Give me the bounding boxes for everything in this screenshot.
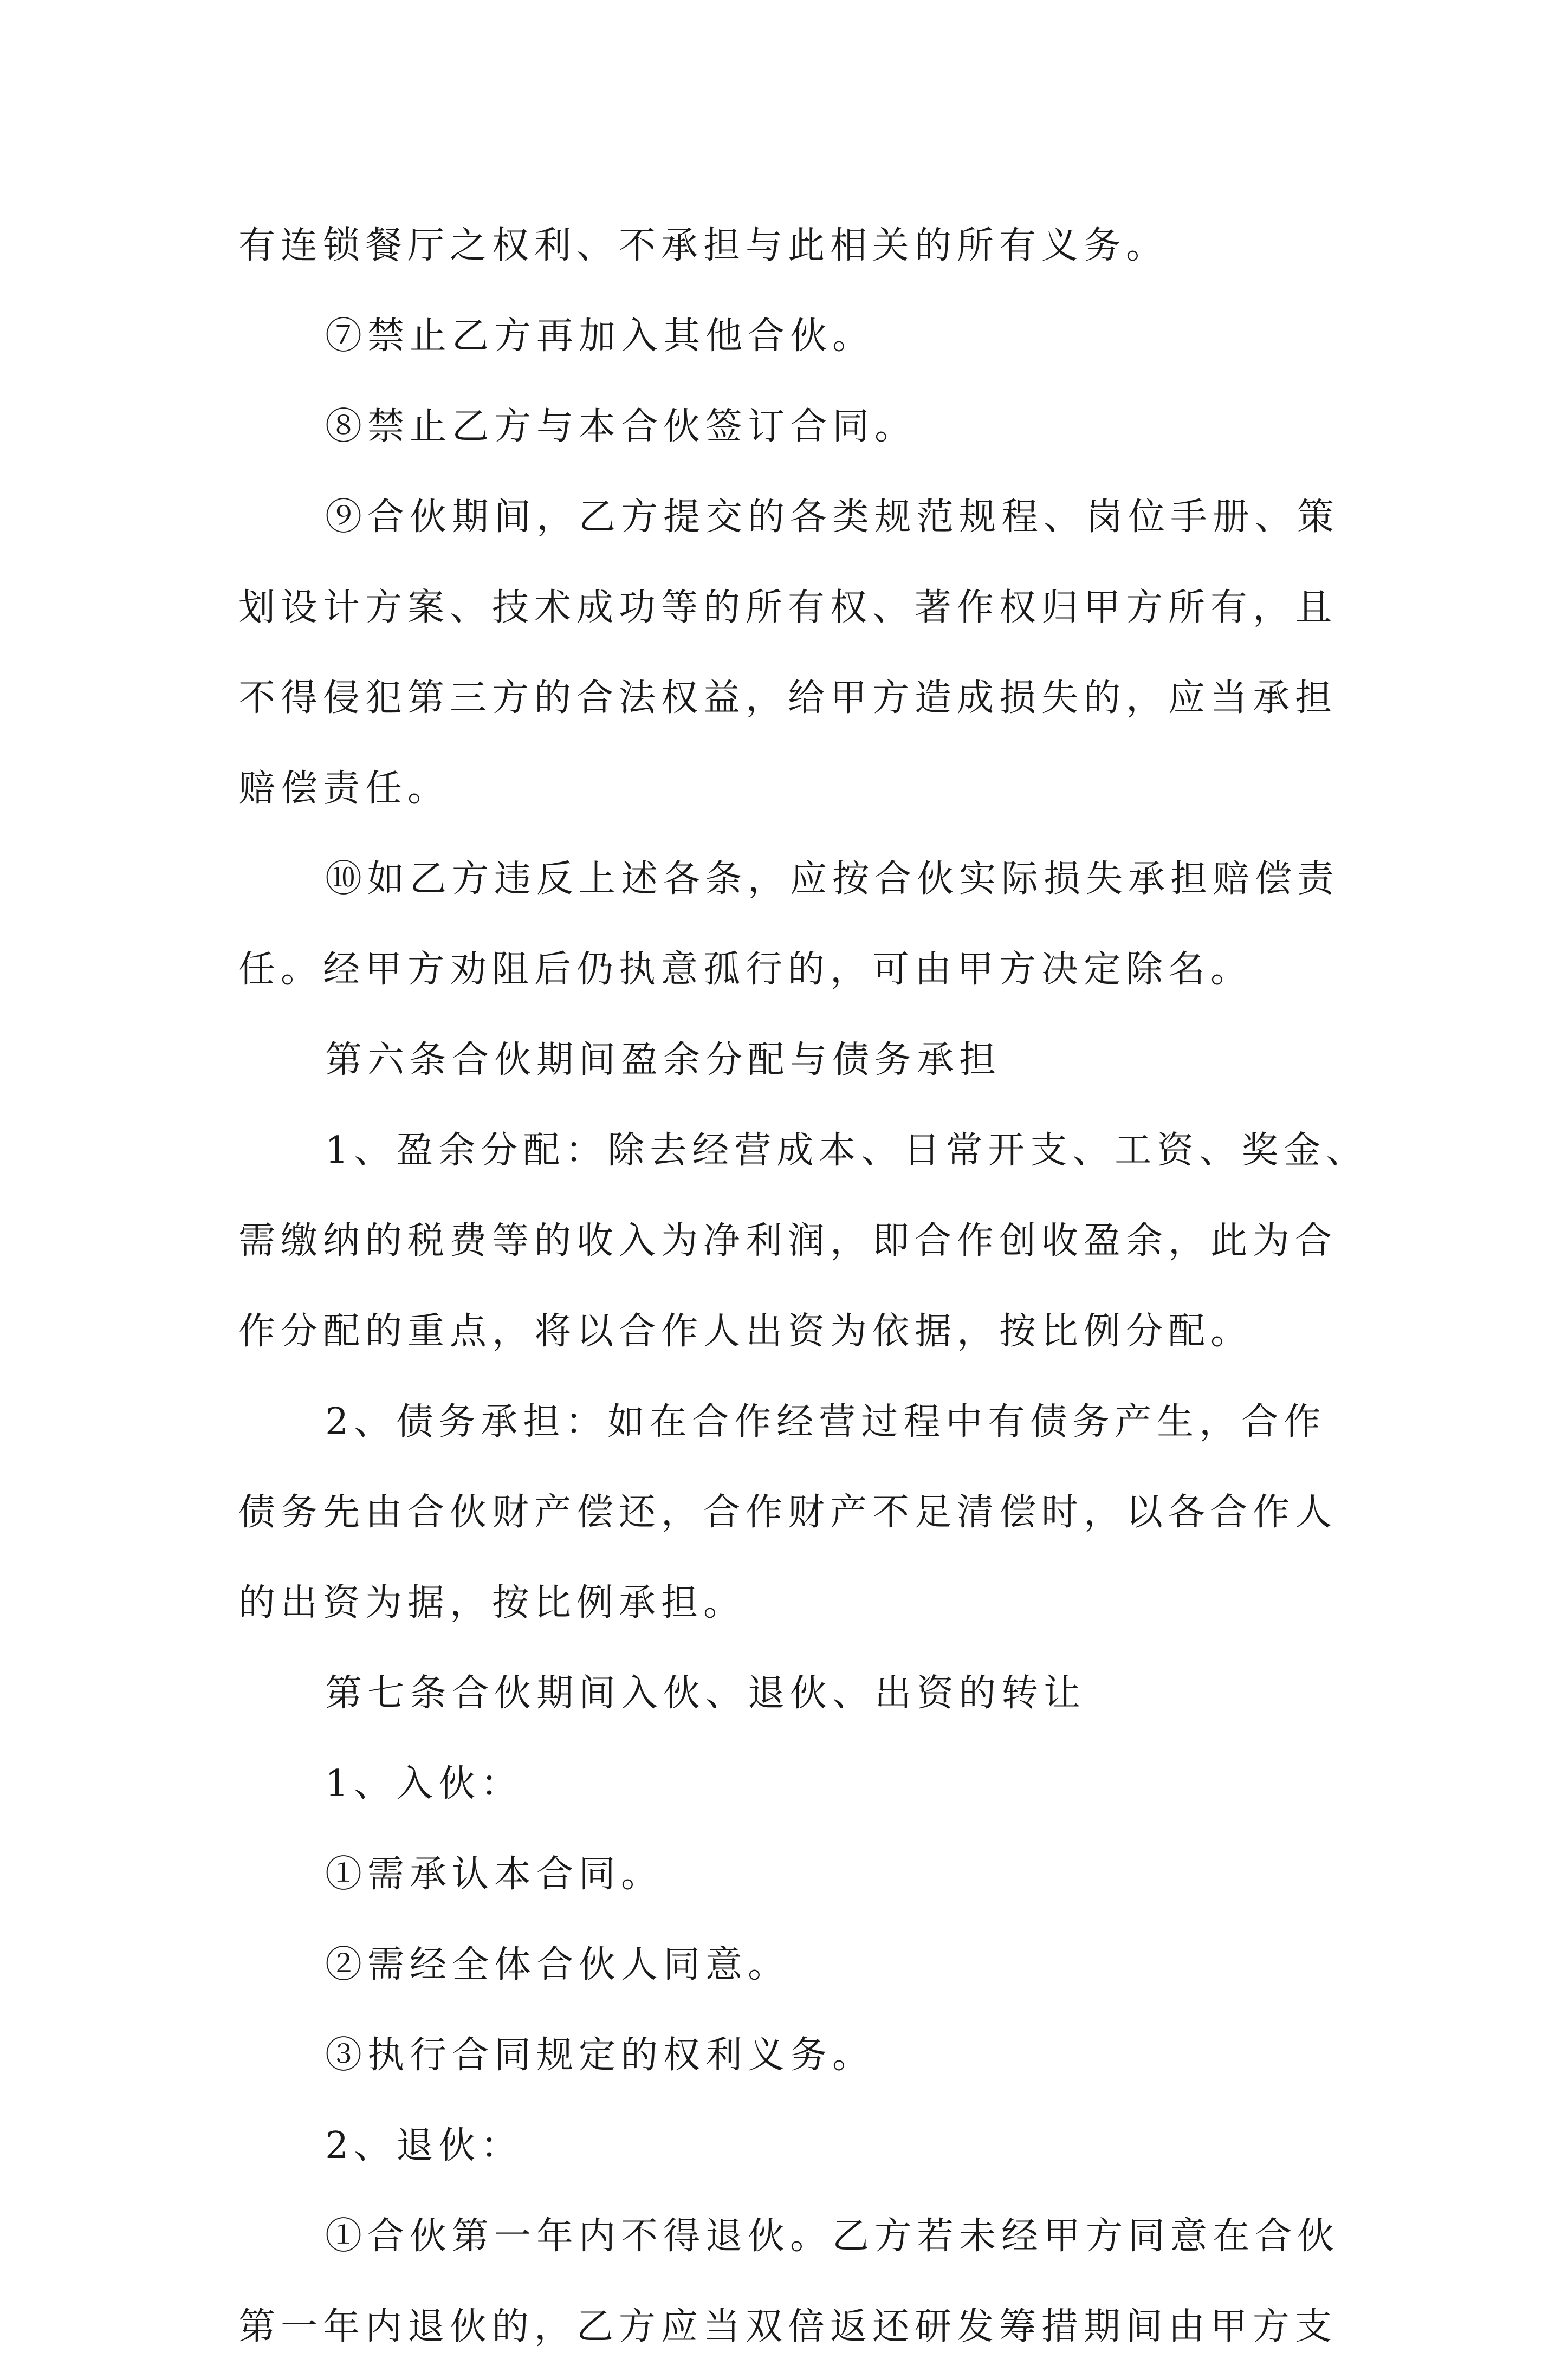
text-line: ⑦禁止乙方再加入其他合伙。	[325, 315, 875, 358]
text-line: ①需承认本合同。	[325, 1853, 664, 1896]
section-heading: 第七条合伙期间入伙、退伙、出资的转让	[325, 1672, 1086, 1715]
text-line: 任。经甲方劝阻后仍执意孤行的，可由甲方决定除名。	[238, 948, 1253, 991]
text-line: 2、退伙：	[325, 2124, 523, 2167]
text-line: ⑧禁止乙方与本合伙签订合同。	[325, 405, 917, 448]
text-line: ①合伙第一年内不得退伙。乙方若未经甲方同意在合伙	[325, 2215, 1340, 2258]
text-line: 债务先由合伙财产偿还，合作财产不足清偿时，以各合作人	[238, 1491, 1338, 1534]
text-line: 第一年内退伙的，乙方应当双倍返还研发筹措期间由甲方支	[238, 2305, 1338, 2348]
text-line: ⑨合伙期间，乙方提交的各类规范规程、岗位手册、策	[325, 496, 1340, 539]
section-heading: 第六条合伙期间盈余分配与债务承担	[325, 1039, 1002, 1081]
text-line: 赔偿责任。	[238, 767, 450, 810]
text-line: ③执行合同规定的权利义务。	[325, 2034, 875, 2077]
text-line: 的出资为据，按比例承担。	[238, 1582, 746, 1624]
text-line: ⑩如乙方违反上述各条，应按合伙实际损失承担赔偿责	[325, 858, 1340, 900]
text-line: 不得侵犯第三方的合法权益，给甲方造成损失的，应当承担	[238, 677, 1338, 720]
text-line: 1、盈余分配：除去经营成本、日常开支、工资、奖金、	[325, 1129, 1369, 1172]
text-line: 2、债务承担：如在合作经营过程中有债务产生，合作	[325, 1401, 1326, 1443]
text-line: 需缴纳的税费等的收入为净利润，即合作创收盈余，此为合	[238, 1220, 1338, 1262]
text-line: 有连锁餐厅之权利、不承担与此相关的所有义务。	[238, 224, 1169, 267]
text-line: 作分配的重点，将以合作人出资为依据，按比例分配。	[238, 1310, 1253, 1353]
text-line: ②需经全体合伙人同意。	[325, 1943, 791, 1986]
text-line: 1、入伙：	[325, 1762, 523, 1805]
text-line: 划设计方案、技术成功等的所有权、著作权归甲方所有，且	[238, 586, 1338, 629]
document-page	[238, 200, 1369, 2372]
